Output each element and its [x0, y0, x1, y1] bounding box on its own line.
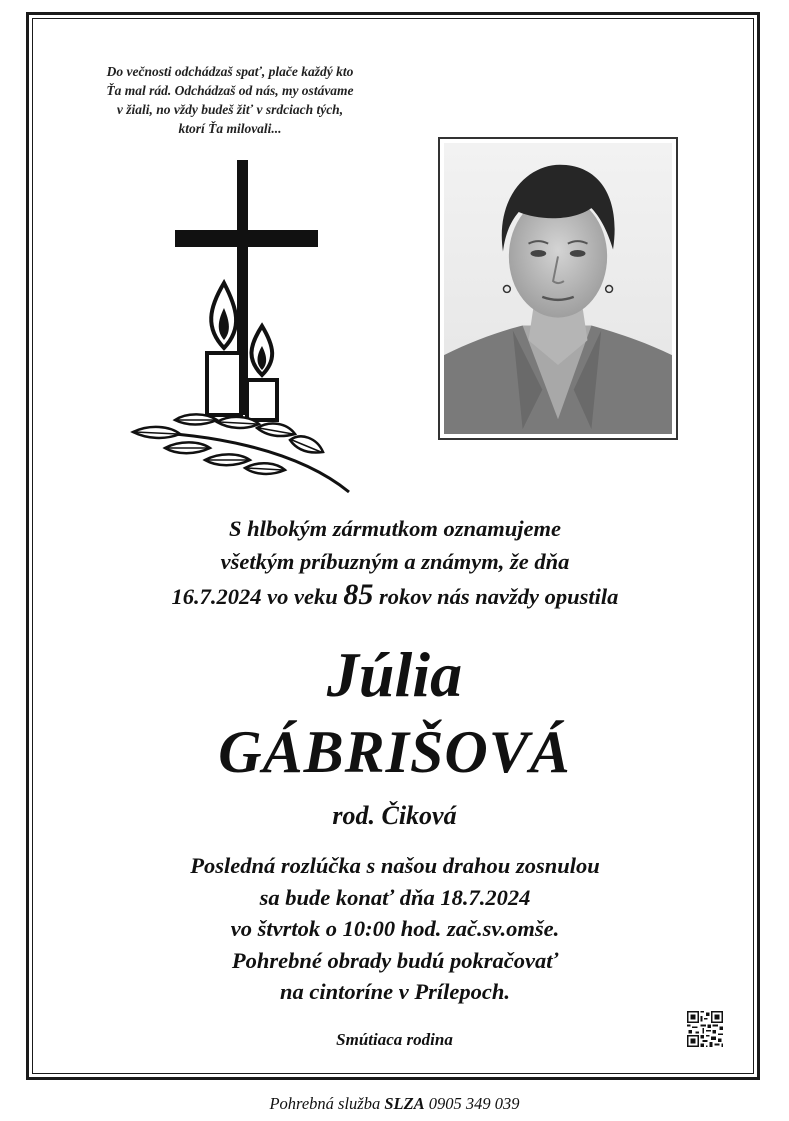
footer-brand: SLZA: [384, 1094, 425, 1113]
funeral-details: [60, 850, 730, 1008]
verse-line: ktorí Ťa milovali...: [178, 121, 282, 136]
portrait-photo-image: [444, 143, 672, 434]
funeral-line: na cintoríne v Prílepoch.: [280, 979, 510, 1004]
age-value: 85: [343, 578, 374, 611]
funeral-line: sa bude konať dňa 18.7.2024: [259, 884, 531, 910]
deceased-maiden-name: rod. Čiková: [332, 801, 457, 830]
death-announcement: [60, 512, 730, 613]
deceased-first-name: Júlia: [326, 639, 463, 710]
announcement-date-text: 16.7.2024 vo veku: [171, 584, 344, 609]
announcement-line-date: [60, 578, 730, 613]
verse-line: Ťa mal rád. Odchádzaš od nás, my ostávame: [106, 83, 354, 98]
announcement-line: všetkým príbuzným a známym, že dňa: [220, 549, 570, 574]
footer-phone: 0905 349 039: [428, 1094, 520, 1113]
funeral-line: Pohrebné obrady budú pokračovať: [231, 947, 559, 973]
announcement-date-text-end: rokov nás navždy opustila: [373, 584, 619, 609]
mourning-family-signature: Smútiaca rodina: [336, 1030, 453, 1049]
deceased-last-name: GÁBRIŠOVÁ: [218, 719, 571, 785]
memorial-verse: [60, 62, 400, 138]
funeral-line: Posledná rozlúčka s našou drahou zosnulou: [190, 853, 600, 878]
footer-prefix: Pohrebná služba: [269, 1094, 381, 1113]
portrait-photo: [438, 137, 678, 440]
qr-code-icon[interactable]: [686, 1011, 724, 1047]
announcement-line: S hlbokým zármutkom oznamujeme: [229, 516, 561, 541]
funeral-line: vo štvrtok o 10:00 hod. zač.sv.omše.: [230, 916, 560, 941]
cross-candles-olive-branch-icon: [125, 158, 355, 498]
verse-line: Do večnosti odchádzaš spať, plače každý kto: [106, 64, 354, 79]
verse-line: v žiali, no vždy budeš žiť v srdciach tých,: [116, 102, 344, 117]
funeral-service-footer: [0, 1093, 789, 1115]
